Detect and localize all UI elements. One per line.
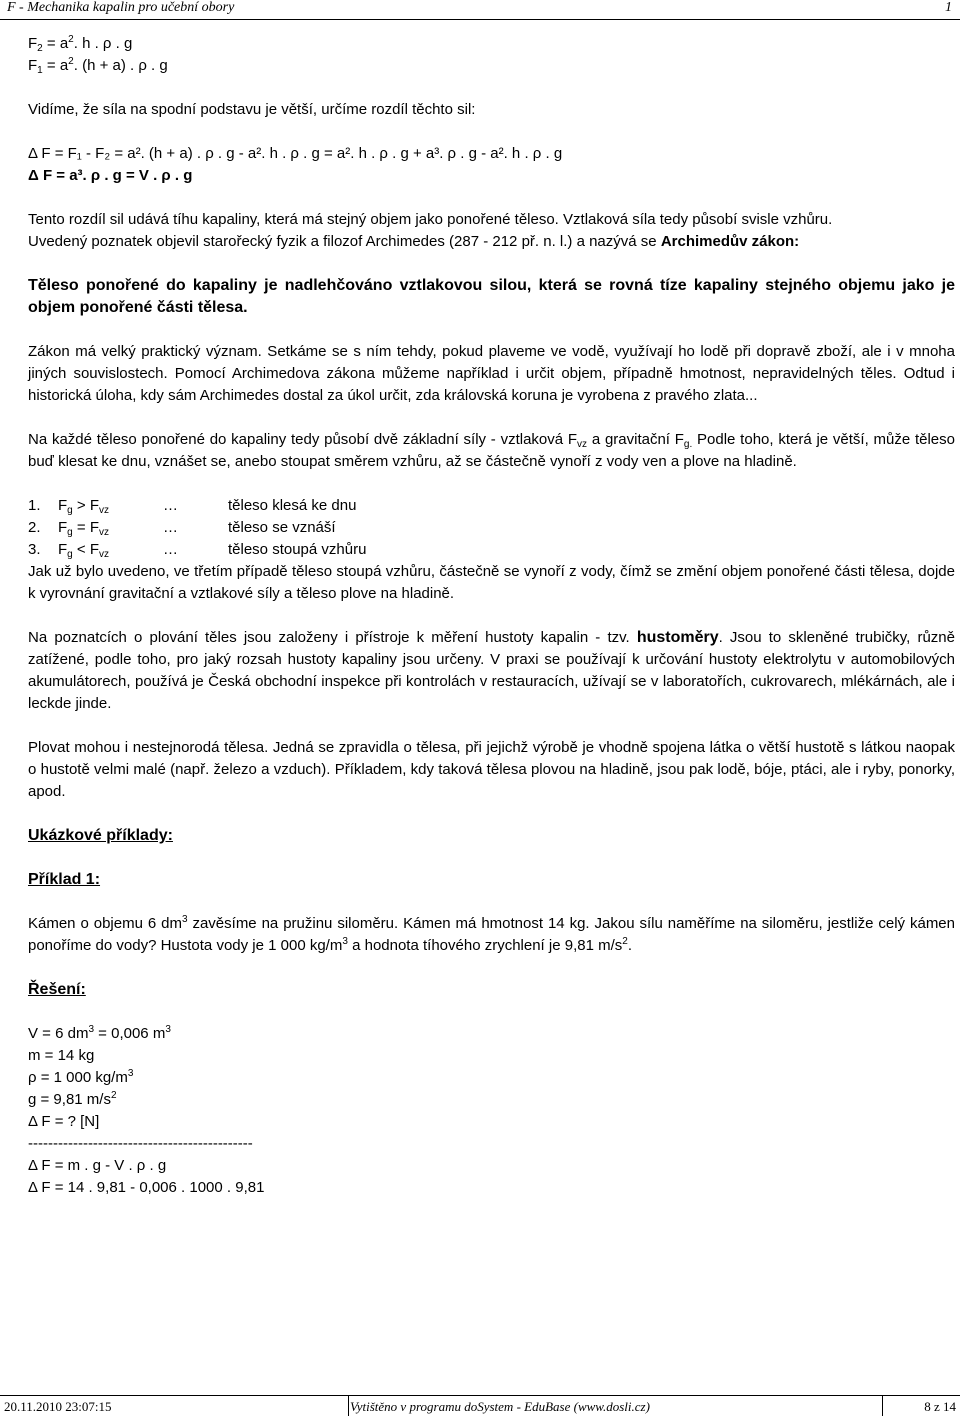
document-body [28,33,955,1199]
page-footer [0,1395,960,1416]
equation-delta-result: Δ F = a³. ρ . g = V . ρ . g [28,167,193,184]
heading-ukazkove: Ukázkové příklady: [28,827,173,844]
paragraph-hustomery: Na poznatcích o plování těles jsou založeny i přístroje k měření hustoty kapalin - tzv. hustoměry. Jsou to skleněné trubičky, různě zatížené, podle toho, pro jaký rozsah hustoty kapaliny jsou určeny. V praxi se používají k určování hustoty elektrolytu v automobilových akumulátorech, používá je Česká obchodní inspekce při kontrolách v restauracích, užívají se v laboratořích, cukrovarech, mlékárnách, ale i leckde jinde. [28,629,955,712]
paragraph-kazde: Na každé těleso ponořené do kapaliny tedy působí dvě základní síly - vztlaková $F_{vz}$ a gravitační $F_{g.}$ Podle toho, která je větší, může těleso buď klesat ke dnu, vznášet se, anebo stoupat směrem vzhůru, až se částečně vynoří z vody ven a plove na hladině. [28,431,955,470]
given-item: ρ = 1 000 $kg/m^3$ [28,1068,134,1086]
footer-printed: Vytištěno v programu doSystem - EduBase (www.dosli.cz) [350,1399,650,1414]
case-row: 1. $F_g > F_{vz}$ … těleso klesá ke dnu [28,497,357,516]
paragraph-plovat: Plovat mohou i nestejnorodá tělesa. Jedná se zpravidla o tělesa, při jejichž výrobě je vhodně spojena látka o větší hustotě s látkou naopak o hustotě velmi malé (např. železo a vzduch). Příkladem, kdy taková tělesa plovou na hladině, jsou pak lodě, bóje, ptáci, ale i ryby, ponorky, apod. [28,739,955,800]
paragraph-priklad: Kámen o objemu 6 $dm^3$ zavěsíme na pružinu siloměru. Kámen má hmotnost 14 kg. Jakou sílu naměříme na siloměru, jestliže celý kámen ponoříme do vody? Hustota vody je 1 000 $kg/m^3$ a hodnota tíhového zrychlení je 9,81 $m/s^2$. [28,914,955,954]
header-page-number: 1 [945,0,952,15]
cases-table [28,495,366,561]
given-values [28,1023,955,1133]
case-row: 2. $F_g = F_{vz}$ … těleso se vznáší [28,519,336,538]
footer-datetime: 20.11.2010 23:07:15 [4,1399,112,1414]
equation-f2: $F_2 = a^2$. h . ρ . g [28,34,133,54]
footer-pages: 8 z 14 [924,1399,956,1414]
paragraph-rozdil: Tento rozdíl sil udává tíhu kapaliny, která má stejný objem jako ponořené těleso. Vztlaková síla tedy působí svisle vzhůru. [28,211,833,228]
given-item: Δ F = ? [N] [28,1113,100,1130]
equation-f1: $F_1 = a^2$. (h + a) . ρ . g [28,56,168,76]
equation-delta: Δ F = F₁ - F₂ = a². (h + a) . ρ . g - a². h . ρ . g = a². h . ρ . g + a³. ρ . g - a². h . ρ . g [28,145,563,162]
header-title: F - Mechanika kapalin pro učební obory [7,0,235,15]
given-item: m = 14 kg [28,1047,95,1064]
given-item: g = 9,81 $m/s^2$ [28,1090,117,1108]
paragraph-vyznam: Zákon má velký praktický význam. Setkáme se s ním tehdy, pokud plaveme ve vodě, využívají ho lodě při dopravě zboží, ale i v mnoha jiných souvislostech. Pomocí Archimedova zákona můžeme například i určit objem, případně hmotnost, nepravidelných těles. Odtud i historická úloha, kdy sám Archimedes dostal za úkol určit, zda královská koruna je vyrobena z pravého zlata... [28,343,955,404]
paragraph-uvedeny: Uvedený poznatek objevil starořecký fyzik a filozof Archimedes (287 - 212 př. n. l.) a nazývá se Archimedův zákon: [28,233,800,250]
separator-dashes: --------------------------------------------- [28,1135,253,1152]
paragraph-difference: Vidíme, že síla na spodní podstavu je větší, určíme rozdíl těchto sil: [28,101,476,118]
paragraph-jak: Jak už bylo uvedeno, ve třetím případě těleso stoupá vzhůru, částečně se vynoří z vody, čímž se změní objem ponořené části tělesa, dojde k vyrovnání gravitační a vztlakové síly a těleso plove na hladině. [28,563,955,602]
given-item: V = 6 $dm^3 = 0,006$ $m^3$ [28,1024,171,1042]
solution-line-1: Δ F = m . g - V . ρ . g [28,1157,167,1174]
archimedes-law: Těleso ponořené do kapaliny je nadlehčováno vztlakovou silou, která se rovná tíze kapaliny stejného objemu jako je objem ponořené části tělesa. [28,277,955,316]
solution-line-2: Δ F = 14 . 9,81 - 0,006 . 1000 . 9,81 [28,1179,265,1196]
heading-priklad-1: Příklad 1: [28,871,101,888]
case-row: 3. $F_g < F_{vz}$ … těleso stoupá vzhůru [28,541,367,560]
page-header [0,0,960,20]
heading-reseni: Řešení: [28,981,86,998]
